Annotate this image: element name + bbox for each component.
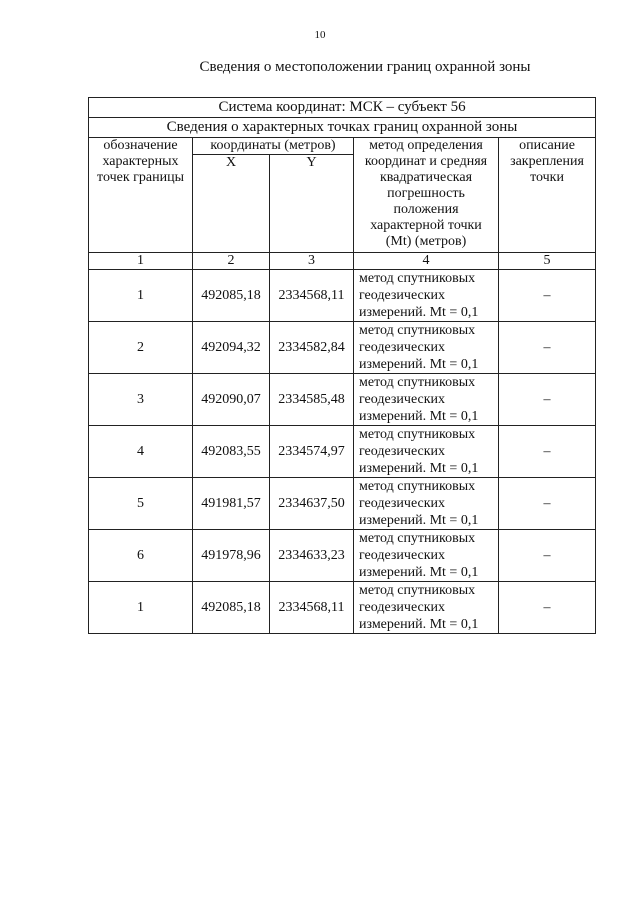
x-coordinate: 492083,55 (193, 426, 270, 478)
point-number: 5 (89, 478, 193, 530)
x-coordinate: 491978,96 (193, 530, 270, 582)
column-number: 2 (193, 253, 270, 270)
x-coordinate: 491981,57 (193, 478, 270, 530)
method-cell: метод спутниковых геодезических измерений. Mt = 0,1 (354, 322, 499, 374)
description-cell: – (499, 270, 596, 322)
description-cell: – (499, 374, 596, 426)
table-row (89, 478, 596, 530)
column-numbers-row (89, 253, 596, 270)
y-coordinate: 2334633,23 (270, 530, 354, 582)
table-row (89, 530, 596, 582)
x-coordinate: 492085,18 (193, 270, 270, 322)
method-cell: метод спутниковых геодезических измерений. Mt = 0,1 (354, 582, 499, 634)
method-cell: метод спутниковых геодезических измерений. Mt = 0,1 (354, 270, 499, 322)
header-coordinates: координаты (метров) (193, 138, 354, 155)
page-heading: Сведения о местоположении границ охранной зоны (199, 59, 531, 75)
points-title-row (89, 118, 596, 138)
y-coordinate: 2334568,11 (270, 582, 354, 634)
x-coordinate: 492094,32 (193, 322, 270, 374)
table-row (89, 374, 596, 426)
point-number: 1 (89, 270, 193, 322)
method-cell: метод спутниковых геодезических измерений. Mt = 0,1 (354, 374, 499, 426)
page-number: 10 (314, 29, 326, 41)
table-row (89, 270, 596, 322)
header-y: Y (270, 155, 354, 253)
method-cell: метод спутниковых геодезических измерений. Mt = 0,1 (354, 530, 499, 582)
point-number: 1 (89, 582, 193, 634)
method-cell: метод спутниковых геодезических измерений. Mt = 0,1 (354, 426, 499, 478)
y-coordinate: 2334582,84 (270, 322, 354, 374)
description-cell: – (499, 426, 596, 478)
x-coordinate: 492090,07 (193, 374, 270, 426)
x-coordinate: 492085,18 (193, 582, 270, 634)
point-number: 3 (89, 374, 193, 426)
y-coordinate: 2334637,50 (270, 478, 354, 530)
header-designation: обозначение характерных точек границы (89, 138, 193, 253)
method-cell: метод спутниковых геодезических измерений. Mt = 0,1 (354, 478, 499, 530)
y-coordinate: 2334585,48 (270, 374, 354, 426)
description-cell: – (499, 478, 596, 530)
header-row-1 (89, 138, 596, 155)
coordinate-system-row (89, 98, 596, 118)
points-table-title: Сведения о характерных точках границ охранной зоны (89, 118, 596, 138)
boundary-points-table (88, 97, 596, 634)
point-number: 2 (89, 322, 193, 374)
coordinate-system-title: Система координат: МСК – субъект 56 (89, 98, 596, 118)
header-x: X (193, 155, 270, 253)
header-method: метод определения координат и средняя квадратическая погрешность положения характерной точки (Mt) (метров) (354, 138, 499, 253)
description-cell: – (499, 322, 596, 374)
description-cell: – (499, 582, 596, 634)
table-row (89, 582, 596, 634)
column-number: 3 (270, 253, 354, 270)
column-number: 1 (89, 253, 193, 270)
point-number: 4 (89, 426, 193, 478)
table-row (89, 322, 596, 374)
y-coordinate: 2334568,11 (270, 270, 354, 322)
description-cell: – (499, 530, 596, 582)
point-number: 6 (89, 530, 193, 582)
table-row (89, 426, 596, 478)
header-description: описание закрепления точки (499, 138, 596, 253)
y-coordinate: 2334574,97 (270, 426, 354, 478)
column-number: 5 (499, 253, 596, 270)
column-number: 4 (354, 253, 499, 270)
